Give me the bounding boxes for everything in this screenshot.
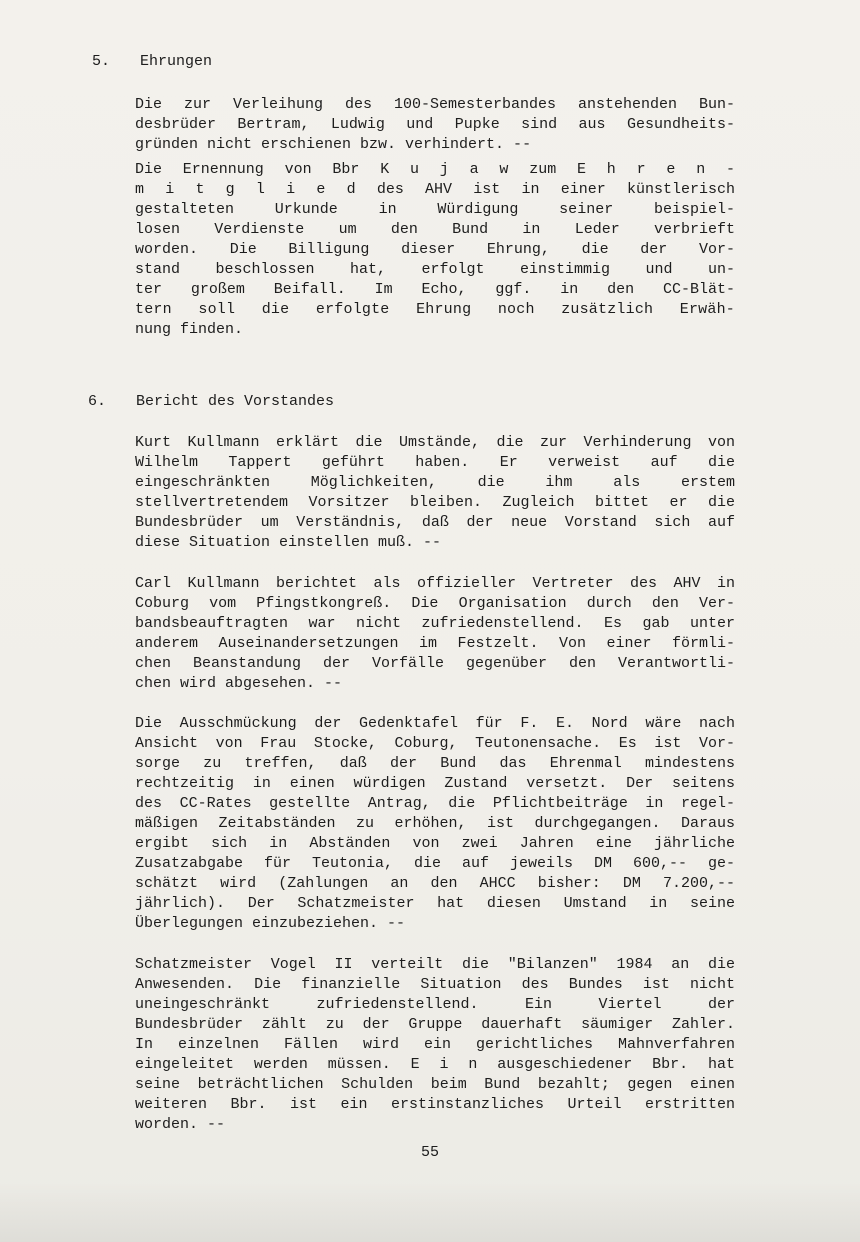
text-line: des CC-Rates gestellte Antrag, die Pflichtbeiträge in regel-	[135, 795, 735, 812]
paragraph-treasurer-report	[135, 955, 735, 1135]
text-line: Überlegungen einzubeziehen. --	[135, 915, 406, 932]
text-line: diese Situation einstellen muß. --	[135, 534, 442, 551]
section-heading-6	[88, 392, 334, 412]
text-line: m i t g l i e d des AHV ist in einer künstlerisch	[135, 181, 735, 198]
text-line: Anwesenden. Die finanzielle Situation des Bundes ist nicht	[135, 976, 735, 993]
text-line: Bundesbrüder um Verständnis, daß der neue Vorstand sich auf	[135, 514, 735, 531]
text-line: chen wird abgesehen. --	[135, 675, 343, 692]
text-line: Bundesbrüder zählt zu der Gruppe dauerhaft säumiger Zahler.	[135, 1016, 735, 1033]
paragraph-carl-kullmann	[135, 574, 735, 694]
text-line: jährlich). Der Schatzmeister hat diesen Umstand in seine	[135, 895, 735, 912]
text-line: Wilhelm Tappert geführt haben. Er verweist auf die	[135, 454, 735, 471]
paragraph-honors-absent	[135, 95, 735, 155]
text-line: Zusatzabgabe für Teutonia, die auf jeweils DM 600,-- ge-	[135, 855, 735, 872]
text-line: Kurt Kullmann erklärt die Umstände, die zur Verhinderung von	[135, 434, 735, 451]
text-line: Die Ernennung von Bbr K u j a w zum E h r e n -	[135, 161, 735, 178]
section-number: 6.	[88, 393, 107, 410]
text-line: desbrüder Bertram, Ludwig und Pupke sind aus Gesundheits-	[135, 116, 735, 133]
text-line: tern soll die erfolgte Ehrung noch zusätzlich Erwäh-	[135, 301, 735, 318]
text-line: eingeleitet werden müssen. E i n ausgeschiedener Bbr. hat	[135, 1056, 735, 1073]
section-title: Bericht des Vorstandes	[136, 393, 335, 410]
text-line: stand beschlossen hat, erfolgt einstimmig und un-	[135, 261, 735, 278]
text-line: schätzt wird (Zahlungen an den AHCC bisher: DM 7.200,--	[135, 875, 735, 892]
section-number: 5.	[92, 53, 111, 70]
text-line: weiteren Bbr. ist ein erstinstanzliches Urteil erstritten	[135, 1096, 735, 1113]
section-title: Ehrungen	[140, 53, 213, 70]
paragraph-memorial-plaque	[135, 714, 735, 934]
text-line: sorge zu treffen, daß der Bund das Ehrenmal mindestens	[135, 755, 735, 772]
section-heading-5	[92, 52, 212, 72]
text-line: losen Verdienste um den Bund in Leder verbrieft	[135, 221, 735, 238]
text-line: ergibt sich in Abständen von zwei Jahren eine jährliche	[135, 835, 735, 852]
page-number: 55	[420, 1144, 439, 1161]
text-line: ter großem Beifall. Im Echo, ggf. in den CC-Blät-	[135, 281, 735, 298]
text-line: nung finden.	[135, 321, 244, 338]
text-line: stellvertretendem Vorsitzer bleiben. Zugleich bittet er die	[135, 494, 735, 511]
paragraph-kurt-kullmann	[135, 433, 735, 553]
text-line: Die Ausschmückung der Gedenktafel für F. E. Nord wäre nach	[135, 715, 735, 732]
text-line: seine beträchtlichen Schulden beim Bund bezahlt; gegen einen	[135, 1076, 735, 1093]
text-line: Ansicht von Frau Stocke, Coburg, Teutonensache. Es ist Vor-	[135, 735, 735, 752]
paragraph-honorary-member	[135, 160, 735, 340]
text-line: gestalteten Urkunde in Würdigung seiner beispiel-	[135, 201, 735, 218]
text-line: chen Beanstandung der Vorfälle gegenüber den Verantwortli-	[135, 655, 735, 672]
text-line: Carl Kullmann berichtet als offizieller Vertreter des AHV in	[135, 575, 735, 592]
text-line: worden. --	[135, 1116, 226, 1133]
text-line: gründen nicht erschienen bzw. verhindert. --	[135, 136, 532, 153]
text-line: Die zur Verleihung des 100-Semesterbandes anstehenden Bun-	[135, 96, 735, 113]
text-line: Coburg vom Pfingstkongreß. Die Organisation durch den Ver-	[135, 595, 735, 612]
text-line: uneingeschränkt zufriedenstellend. Ein Viertel der	[135, 996, 735, 1013]
text-line: anderem Auseinandersetzungen im Festzelt. Von einer förmli-	[135, 635, 735, 652]
text-line: bandsbeauftragten war nicht zufriedenstellend. Es gab unter	[135, 615, 735, 632]
text-line: In einzelnen Fällen wird ein gerichtliches Mahnverfahren	[135, 1036, 735, 1053]
text-line: Schatzmeister Vogel II verteilt die "Bilanzen" 1984 an die	[135, 956, 735, 973]
text-line: eingeschränkten Möglichkeiten, die ihm als erstem	[135, 474, 735, 491]
text-line: rechtzeitig in einen würdigen Zustand versetzt. Der seitens	[135, 775, 735, 792]
text-line: mäßigen Zeitabständen zu erhöhen, ist durchgegangen. Daraus	[135, 815, 735, 832]
text-line: worden. Die Billigung dieser Ehrung, die der Vor-	[135, 241, 735, 258]
